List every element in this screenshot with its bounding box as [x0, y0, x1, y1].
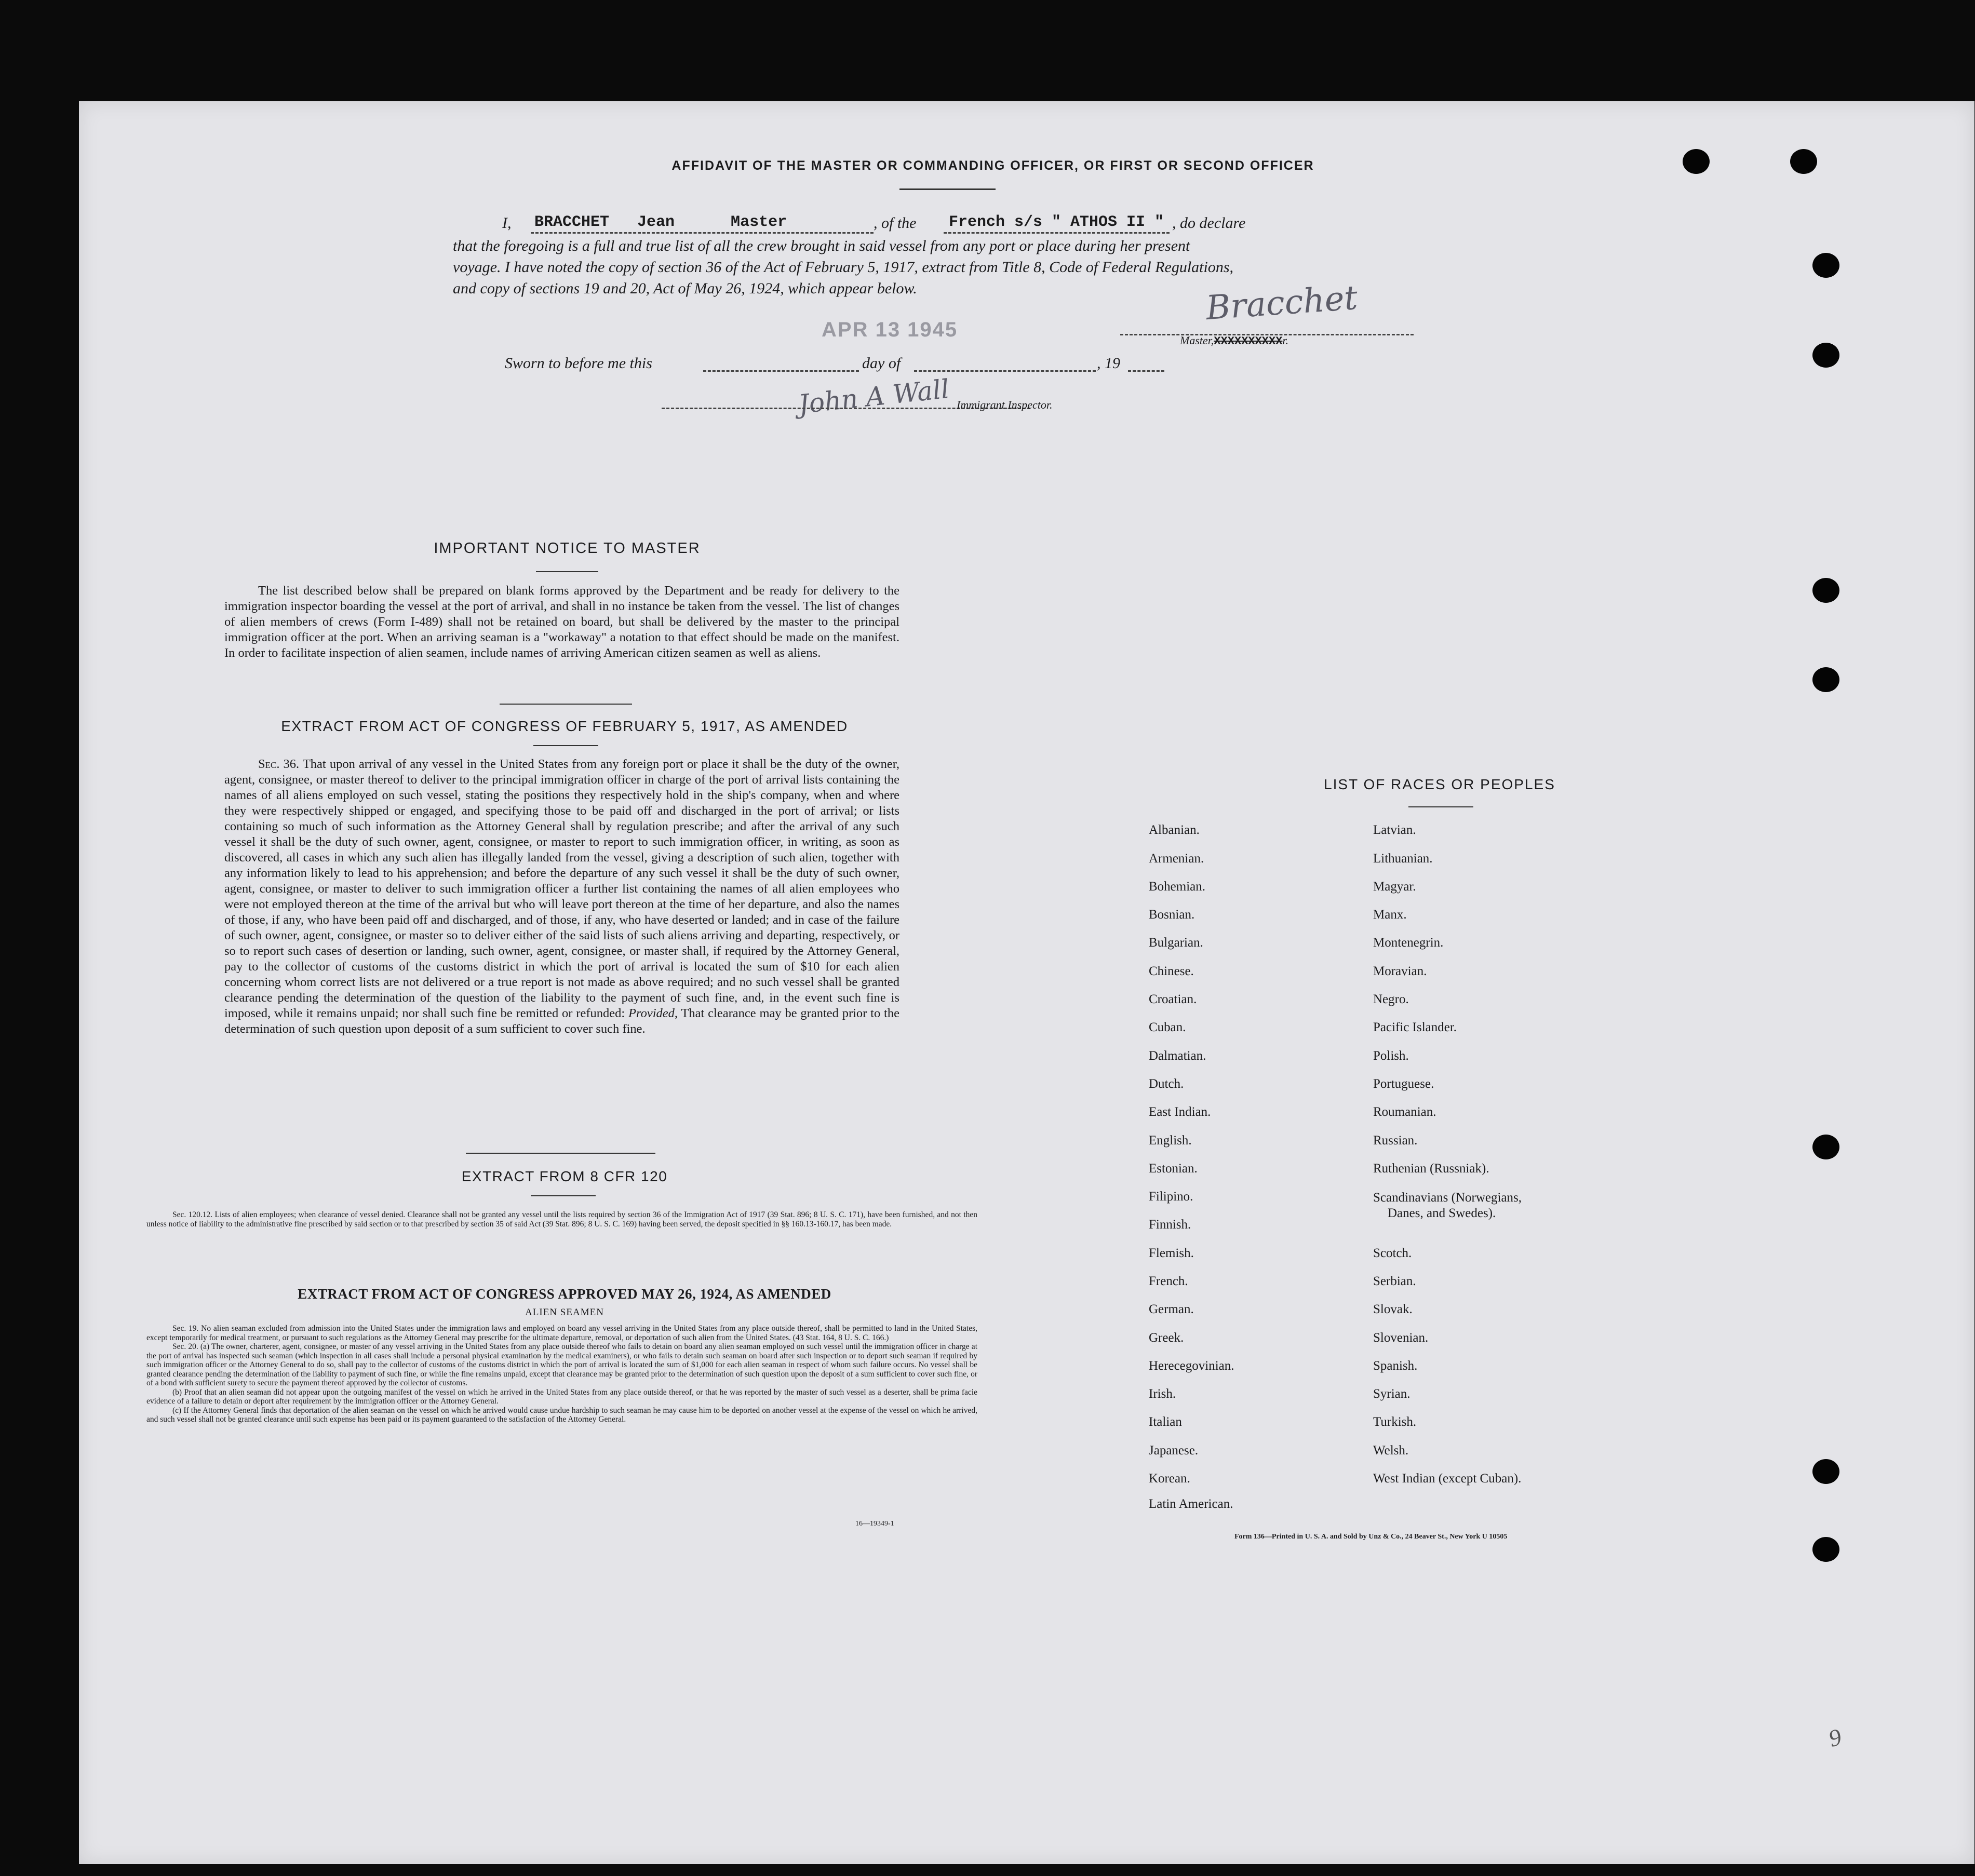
- print-code: 16—19349-1: [855, 1520, 894, 1528]
- race-item: Dalmatian.: [1149, 1049, 1206, 1063]
- punch-hole: [1812, 1135, 1839, 1159]
- extract-1924-subtitle: ALIEN SEAMEN: [525, 1307, 604, 1318]
- master-struck-out: XXXXXXXXXX: [1214, 335, 1283, 348]
- vessel-name-field: French s/s " ATHOS II ": [949, 213, 1164, 231]
- section-19-text: Sec. 19. No alien seaman excluded from admission into the United States under the immigration laws and employed on board any vessel arriving in the United States from any place outside thereof, shall be permitted to land in the United States, except temporarily for medical treatment, or pursuant to such regulations as the Attorney General may prescribe for the ultimate departure, removal, or deportation of such alien from the United States. (43 Stat. 164, 8 U. S. C. 166.): [146, 1324, 977, 1342]
- date-stamp: APR 13 1945: [822, 318, 958, 341]
- race-item: Scotch.: [1373, 1246, 1412, 1260]
- race-item: Bohemian.: [1149, 880, 1206, 894]
- punch-hole: [1812, 578, 1839, 603]
- race-item: Spanish.: [1373, 1359, 1418, 1373]
- divider: [536, 571, 598, 572]
- inspector-label: Immigrant Inspector.: [957, 398, 1053, 411]
- race-item: Turkish.: [1373, 1415, 1417, 1429]
- declaration-line-4: and copy of sections 19 and 20, Act of May 26, 1924, which appear below.: [453, 280, 917, 297]
- punch-hole: [1812, 343, 1839, 368]
- divider: [1408, 806, 1473, 807]
- race-item: Japanese.: [1149, 1443, 1199, 1457]
- punch-hole: [1812, 253, 1839, 278]
- section-36-label: Sec. 36.: [258, 757, 300, 771]
- extract-1917-body: [224, 757, 899, 1037]
- race-item: Greek.: [1149, 1331, 1184, 1345]
- punch-hole: [1683, 149, 1710, 174]
- affidavit-title: AFFIDAVIT OF THE MASTER OR COMMANDING OFFICER, OR FIRST OR SECOND OFFICER: [671, 158, 1314, 173]
- declaration-line-2: that the foregoing is a full and true list of all the crew brought in said vessel from any port or place during her present: [453, 237, 1190, 254]
- race-item: Danes, and Swedes).: [1388, 1206, 1496, 1220]
- of-the-label: , of the: [874, 214, 917, 232]
- race-item: Chinese.: [1149, 964, 1194, 978]
- race-item: Cuban.: [1149, 1020, 1186, 1034]
- race-item: Irish.: [1149, 1387, 1176, 1401]
- race-item: Herecegovinian.: [1149, 1359, 1234, 1373]
- race-item: Latvian.: [1373, 823, 1416, 837]
- race-item: Flemish.: [1149, 1246, 1194, 1260]
- race-item: Polish.: [1373, 1049, 1409, 1063]
- divider: [466, 1153, 655, 1154]
- document-page: [79, 101, 1974, 1864]
- race-item: Roumanian.: [1373, 1105, 1436, 1119]
- race-item: Dutch.: [1149, 1077, 1184, 1091]
- section-20a-text: Sec. 20. (a) The owner, charterer, agent, consignee, or master of any vessel arriving in the United States from any place outside thereof who fails to detain on board any alien seaman employed on such vessel until the immigration officer in charge at the port of arrival has inspected such seaman (which inspection in all cases shall include a personal physical examination by the medical examiners), or who fails to detain such seaman on board after such inspection or to deport such seaman if required by such immigration officer or the Attorney General to do so, shall pay to the collector of customs of the customs district in which the port of arrival is located the sum of $1,000 for each alien seaman in respect of whom such failure occurs. No vessel shall be granted clearance pending the determination of the liability to payment of such fine, or while the fine remains unpaid, except that clearance may be granted prior to the determination of such question upon the deposit of a sum sufficient to cover such fine, or of a bond with sufficient surety to secure the payment thereof approved by the collector of customs.: [146, 1342, 977, 1387]
- provided-label: Provided,: [628, 1006, 678, 1020]
- inspector-signature: John A Wall: [797, 373, 951, 420]
- declaration-line-3: voyage. I have noted the copy of section 36 of the Act of February 5, 1917, extract from Title 8, Code of Federal Regulations,: [453, 259, 1234, 276]
- sworn-line: [505, 355, 1232, 375]
- divider: [500, 704, 632, 705]
- race-item: English.: [1149, 1133, 1192, 1148]
- cfr-text: Sec. 120.12. Lists of alien employees; when clearance of vessel denied. Clearance shall not be granted any vessel until the lists required by section 36 of the Immigration Act of 1917 (39 Stat. 896; 8 U. S. C. 171), have been furnished, and not then unless notice of liability to the administrative fine prescribed by said section or to that prescribed by section 35 of said Act (39 Stat. 896; 8 U. S. C. 169) having been served, the deposit specified in §§ 160.13-160.17, has been made.: [146, 1210, 977, 1229]
- race-item: Pacific Islander.: [1373, 1020, 1457, 1034]
- race-item: Negro.: [1373, 992, 1409, 1006]
- sworn-prefix: Sworn to before me this: [505, 355, 652, 372]
- race-item: Latin American.: [1149, 1497, 1233, 1511]
- sworn-day-label: day of: [862, 355, 901, 372]
- race-item: Albanian.: [1149, 823, 1200, 837]
- race-item: Finnish.: [1149, 1218, 1191, 1232]
- race-item: Serbian.: [1373, 1274, 1416, 1288]
- race-item: French.: [1149, 1274, 1188, 1288]
- race-item: Lithuanian.: [1373, 852, 1433, 866]
- cfr-title: EXTRACT FROM 8 CFR 120: [461, 1168, 668, 1184]
- race-item: West Indian (except Cuban).: [1373, 1472, 1522, 1486]
- race-item: Filipino.: [1149, 1190, 1193, 1204]
- race-item: Bulgarian.: [1149, 936, 1203, 950]
- race-item: Russian.: [1373, 1133, 1418, 1148]
- cfr-body: [146, 1210, 977, 1229]
- corner-mark: 9: [1825, 1723, 1845, 1752]
- divider: [531, 1195, 596, 1196]
- master-label: Master,: [1180, 334, 1214, 347]
- punch-hole: [1812, 1459, 1839, 1484]
- race-item: Croatian.: [1149, 992, 1197, 1006]
- race-item: East Indian.: [1149, 1105, 1211, 1119]
- punch-hole: [1790, 149, 1817, 174]
- notice-body: [224, 583, 899, 661]
- race-item: Ruthenian (Russniak).: [1373, 1162, 1489, 1176]
- master-title-line: [1180, 334, 1288, 348]
- extract-1917-title: EXTRACT FROM ACT OF CONGRESS OF FEBRUARY 5, 1917, AS AMENDED: [281, 718, 848, 734]
- race-item: Bosnian.: [1149, 908, 1195, 922]
- notice-title: IMPORTANT NOTICE TO MASTER: [434, 540, 701, 557]
- declaration-line-1: [502, 214, 1541, 235]
- section-36-text-end: That clearance may be granted prior to the determination of such question upon deposit of a sum sufficient to cover such fine.: [224, 1006, 899, 1036]
- race-item: Italian: [1149, 1415, 1182, 1429]
- form-footer: Form 136—Printed in U. S. A. and Sold by Unz & Co., 24 Beaver St., New York U 10505: [1234, 1533, 1508, 1541]
- race-item: Moravian.: [1373, 964, 1427, 978]
- race-item: Magyar.: [1373, 880, 1416, 894]
- punch-hole: [1812, 667, 1839, 692]
- race-item: Welsh.: [1373, 1443, 1409, 1457]
- race-item: Korean.: [1149, 1472, 1190, 1486]
- race-item: Montenegrin.: [1373, 936, 1444, 950]
- race-item: Manx.: [1373, 908, 1407, 922]
- divider: [899, 188, 996, 190]
- sworn-year-label: , 19: [1097, 355, 1120, 372]
- race-item: Estonian.: [1149, 1162, 1198, 1176]
- do-declare-label: , do declare: [1172, 214, 1246, 232]
- master-name-field: BRACCHET Jean Master: [534, 213, 787, 231]
- master-signature: Bracchet: [1204, 278, 1359, 328]
- race-item: German.: [1149, 1302, 1194, 1316]
- master-suffix: r.: [1282, 334, 1289, 347]
- race-item: Portuguese.: [1373, 1077, 1434, 1091]
- extract-1924-body: [146, 1324, 977, 1424]
- race-item: Slovak.: [1373, 1302, 1413, 1316]
- races-title: LIST OF RACES OR PEOPLES: [1324, 776, 1555, 792]
- race-item: Slovenian.: [1373, 1331, 1429, 1345]
- section-36-text: That upon arrival of any vessel in the United States from any foreign port or place it shall be the duty of the owner, agent, consignee, or master thereof to deliver to the principal immigration officer in charge of the port of arrival lists containing the names of all aliens employed on such vessel, stating the positions they respectively hold in the ship's company, when and where they were respectively shipped or engaged, and specifying those to be paid off and discharged in the port of arrival; or lists containing so much of such information as the Attorney General shall by regulation prescribe; and after the arrival of any such vessel it shall be the duty of such owner, agent, consignee, or master to report to such immigration officer, in writing, as soon as discovered, all cases in which any such alien has illegally landed from the vessel, giving a description of such alien, together with any information likely to lead to his apprehension; and before the departure of any such vessel it shall be the duty of such owner, agent, consignee, or master to deliver to such immigration officer a further list containing the names of all alien employees who were not employed thereon at the time of the arrival but who will leave port thereon at the time of her departure, and also the names of those, if any, who have been paid off and discharged, and of those, if any, who have deserted or landed; and in case of the failure of such owner, agent, consignee, or master so to deliver either of the said lists of such aliens arriving and departing, respectively, or so to report such cases of desertion or landing, such owner, agent, consignee, or master shall, if required by the Attorney General, pay to the collector of customs of the customs district in which the port of arrival is located the sum of $10 for each alien concerning whom correct lists are not delivered or a true report is not made as above required; and no such vessel shall be granted clearance pending the determination of the question of the liability to the payment of such fine, and, in the event such fine is imposed, while it remains unpaid; nor shall such fine be remitted or refunded:: [224, 757, 899, 1020]
- extract-1924-title: EXTRACT FROM ACT OF CONGRESS APPROVED MAY 26, 1924, AS AMENDED: [298, 1286, 831, 1302]
- race-item: Armenian.: [1149, 852, 1204, 866]
- section-20b-text: (b) Proof that an alien seaman did not appear upon the outgoing manifest of the vessel on which he arrived in the United States from any place outside thereof, or that he was reported by the master of such vessel as a deserter, shall be prima facie evidence of a failure to detain or deport after requirement by the immigration officer or the Attorney General.: [146, 1387, 977, 1406]
- i-label: I,: [502, 214, 512, 232]
- race-item: Scandinavians (Norwegians,: [1373, 1191, 1522, 1205]
- divider: [533, 745, 598, 746]
- notice-text: The list described below shall be prepared on blank forms approved by the Department and be ready for delivery to the immigration inspector boarding the vessel at the port of arrival, and shall in no instance be taken from the vessel. The list of changes of alien members of crews (Form I-489) shall not be retained on board, but shall be delivered by the master to the principal immigration officer at the port. When an arriving seaman is a "workaway" a notation to that effect should be made on the manifest. In order to facilitate inspection of alien seamen, include names of arriving American citizen seamen as well as aliens.: [224, 584, 899, 660]
- punch-hole: [1812, 1537, 1839, 1562]
- section-20c-text: (c) If the Attorney General finds that deportation of the alien seaman on the vessel on which he arrived would cause undue hardship to such seaman he may cause him to be deported on another vessel at the expense of the vessel on which he arrived, and such vessel shall not be granted clearance until such expense has been paid or its payment guaranteed to the satisfaction of the Attorney General.: [146, 1406, 977, 1424]
- race-item: Syrian.: [1373, 1387, 1410, 1401]
